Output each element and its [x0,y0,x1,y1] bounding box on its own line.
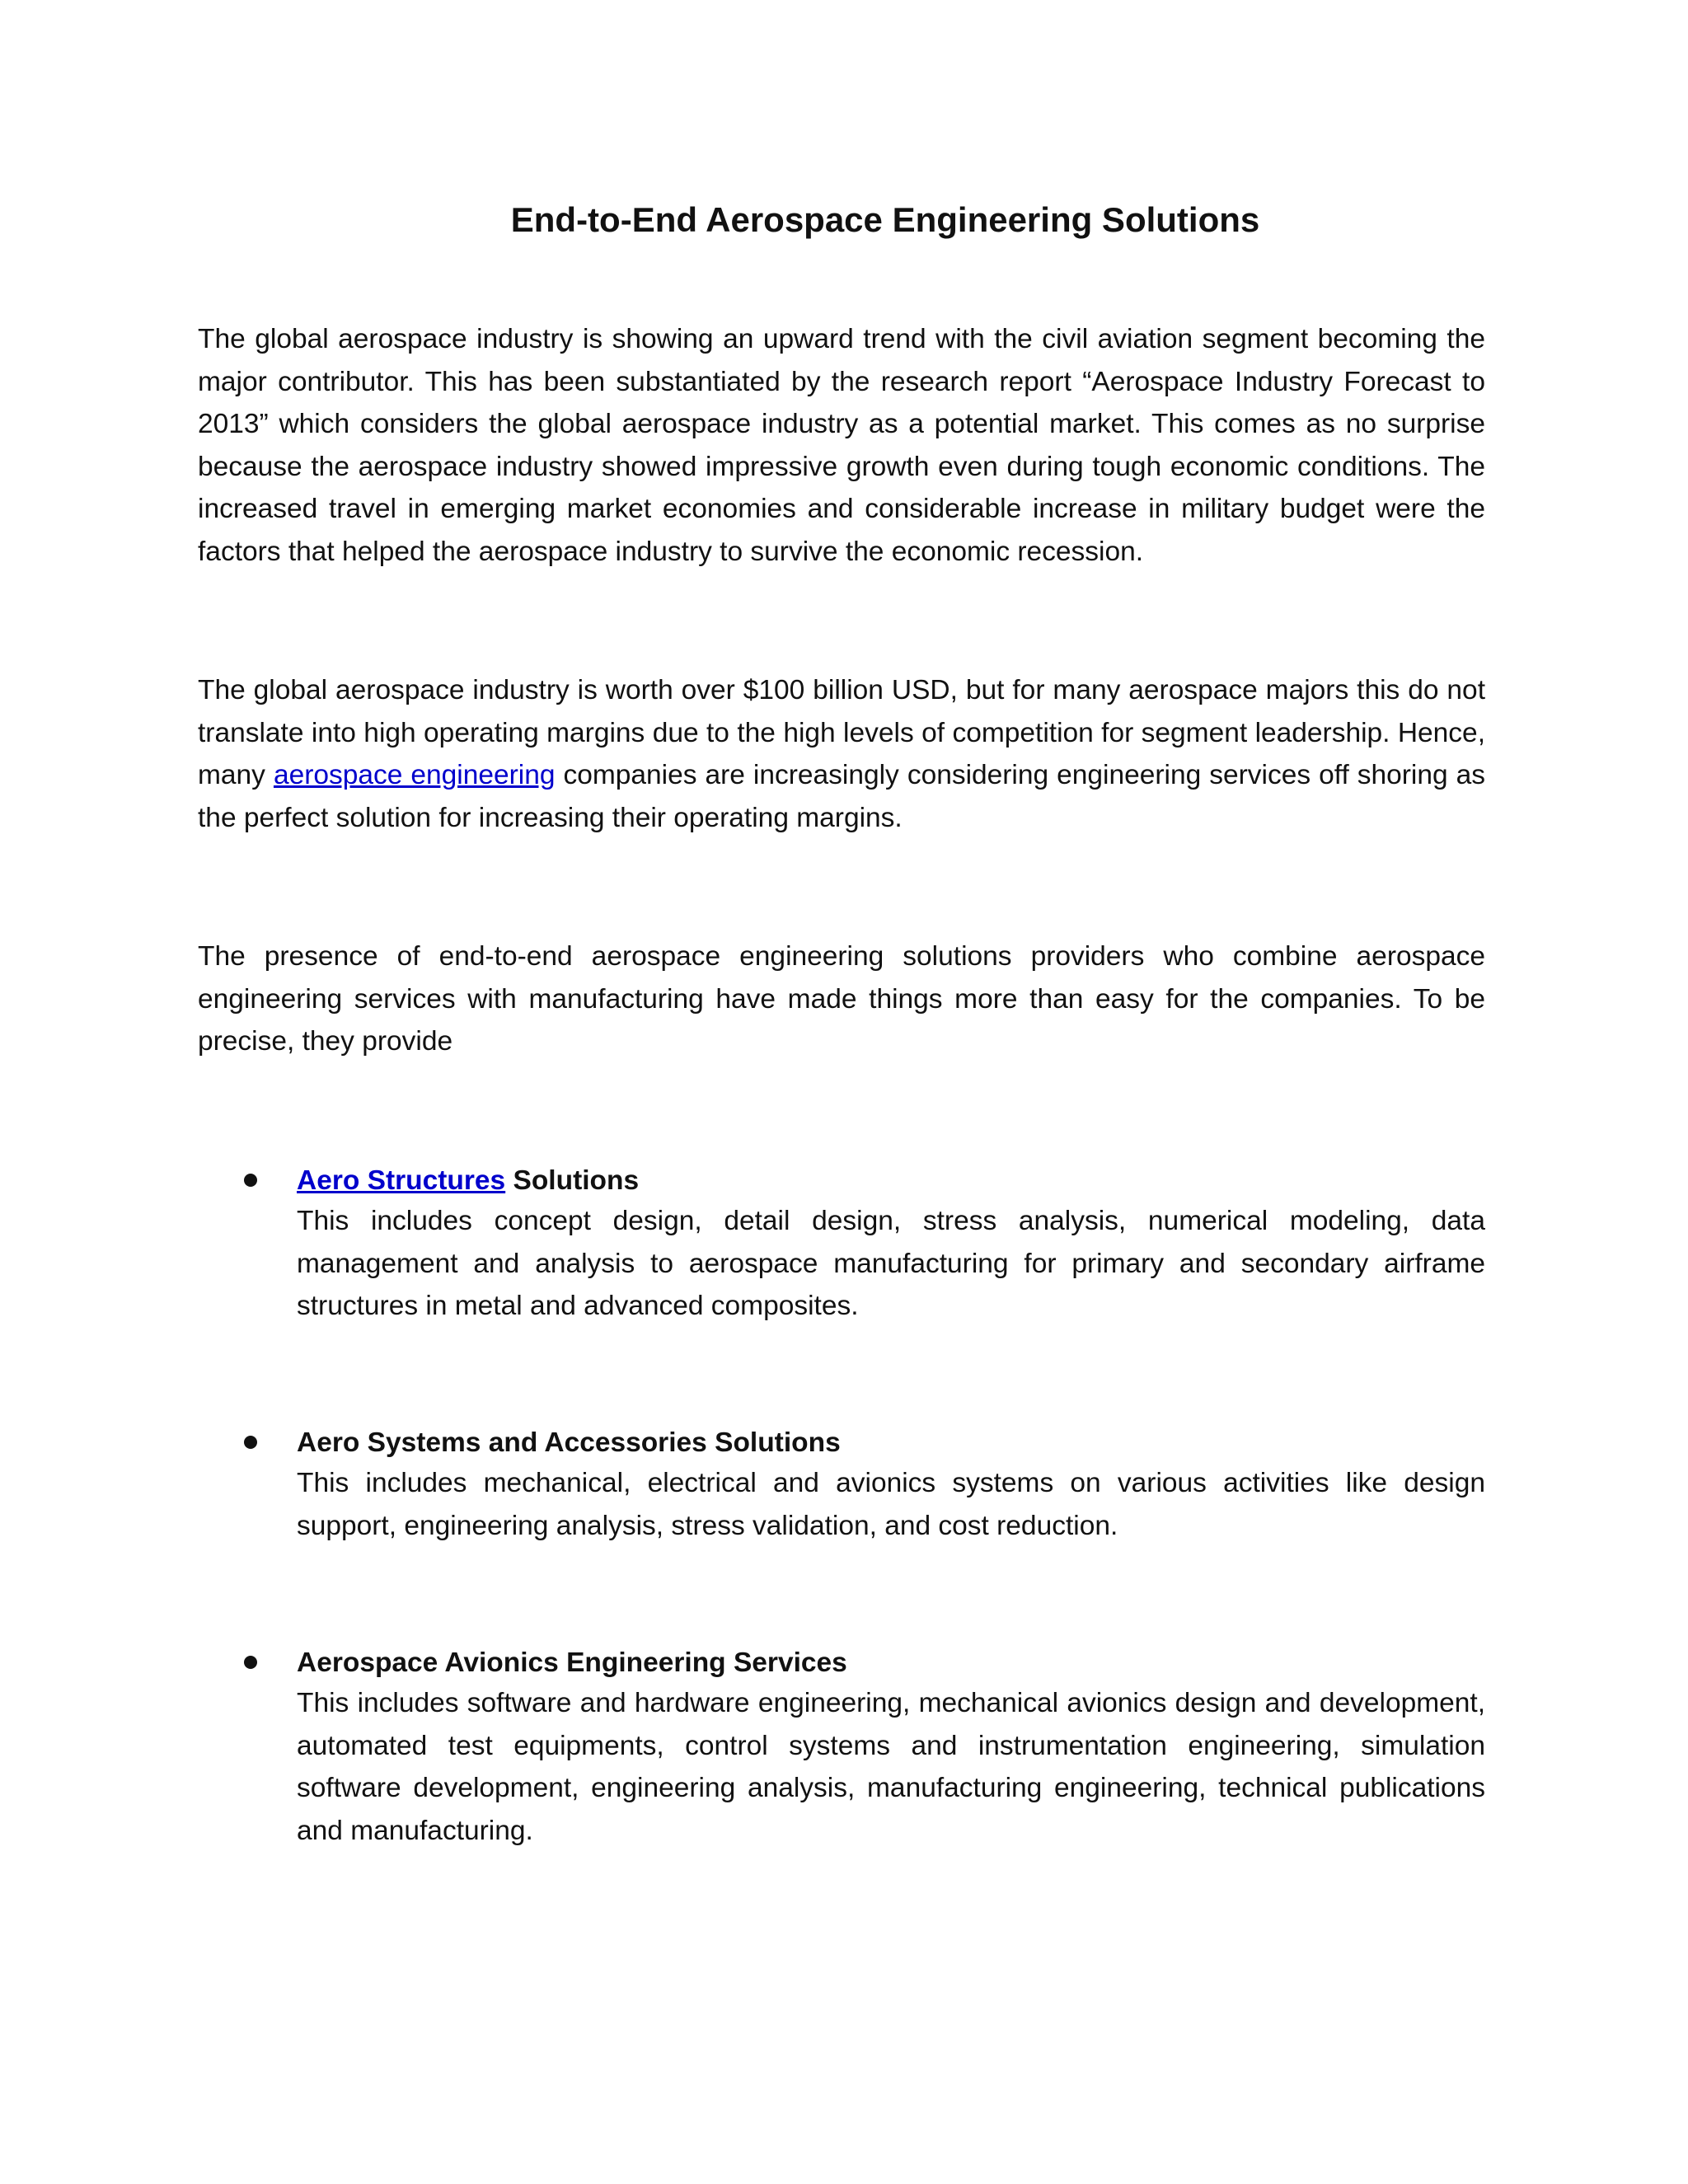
page-title: End-to-End Aerospace Engineering Solutions [510,200,1260,239]
list-item-heading: Aero Systems and Accessories Solutions [297,1427,841,1458]
bullet-icon [244,1656,257,1669]
list-item-heading-rest: Solutions [505,1165,640,1196]
list-item-description: This includes concept design, detail design, stress analysis, numerical modeling, data management and analysis to aerospace manufacturing for primary and secondary airframe structures in metal and advanced composites. [297,1206,1485,1321]
bullet-icon [244,1174,257,1187]
list-item-description: This includes software and hardware engineering, mechanical avionics design and development, automated test equipments, control systems and instrumentation engineering, simulation software development, engineering analysis, manufacturing engineering, technical publications and manufacturing. [297,1688,1485,1846]
aero-structures-link[interactable]: Aero Structures [297,1165,506,1196]
paragraph-solution-providers: The presence of end-to-end aerospace engineering solutions providers who combine aerospace engineering services with manufacturing have made things more than easy for the companies. To be precise, they provide [198,941,1485,1057]
list-item-body [297,1424,1485,1547]
aerospace-engineering-link[interactable]: aerospace engineering [273,760,556,790]
paragraph-industry-trend: The global aerospace industry is showing an upward trend with the civil aviation segment becoming the major contributor. This has been substantiated by the research report “Aerospace Industry Forecast to 2013” which considers the global aerospace industry as a potential market. This comes as no surprise because the aerospace industry showed impressive growth even during tough economic conditions. The increased travel in emerging market economies and considerable increase in military budget were the factors that helped the aerospace industry to survive the economic recession. [198,324,1485,567]
list-item-heading: Aerospace Avionics Engineering Services [297,1647,847,1678]
bullet-icon [244,1436,257,1449]
paragraph-text-after-link: companies are increasingly considering engineering services off shoring as the perfect solution for increasing their operating margins. [198,760,1486,833]
list-item-heading [297,1162,1485,1200]
list-item-description: This includes mechanical, electrical and avionics systems on various activities like design support, engineering analysis, stress validation, and cost reduction. [297,1468,1485,1541]
paragraph-operating-margins [198,669,1485,839]
list-item-body [297,1644,1485,1852]
list-item-body [297,1162,1485,1328]
paragraph-text-before-link: The global aerospace industry is worth over $100 billion USD, but for many aerospace majors this do not translate into high operating margins due to the high levels of competition for segment leadership. Hence, many [198,675,1485,790]
